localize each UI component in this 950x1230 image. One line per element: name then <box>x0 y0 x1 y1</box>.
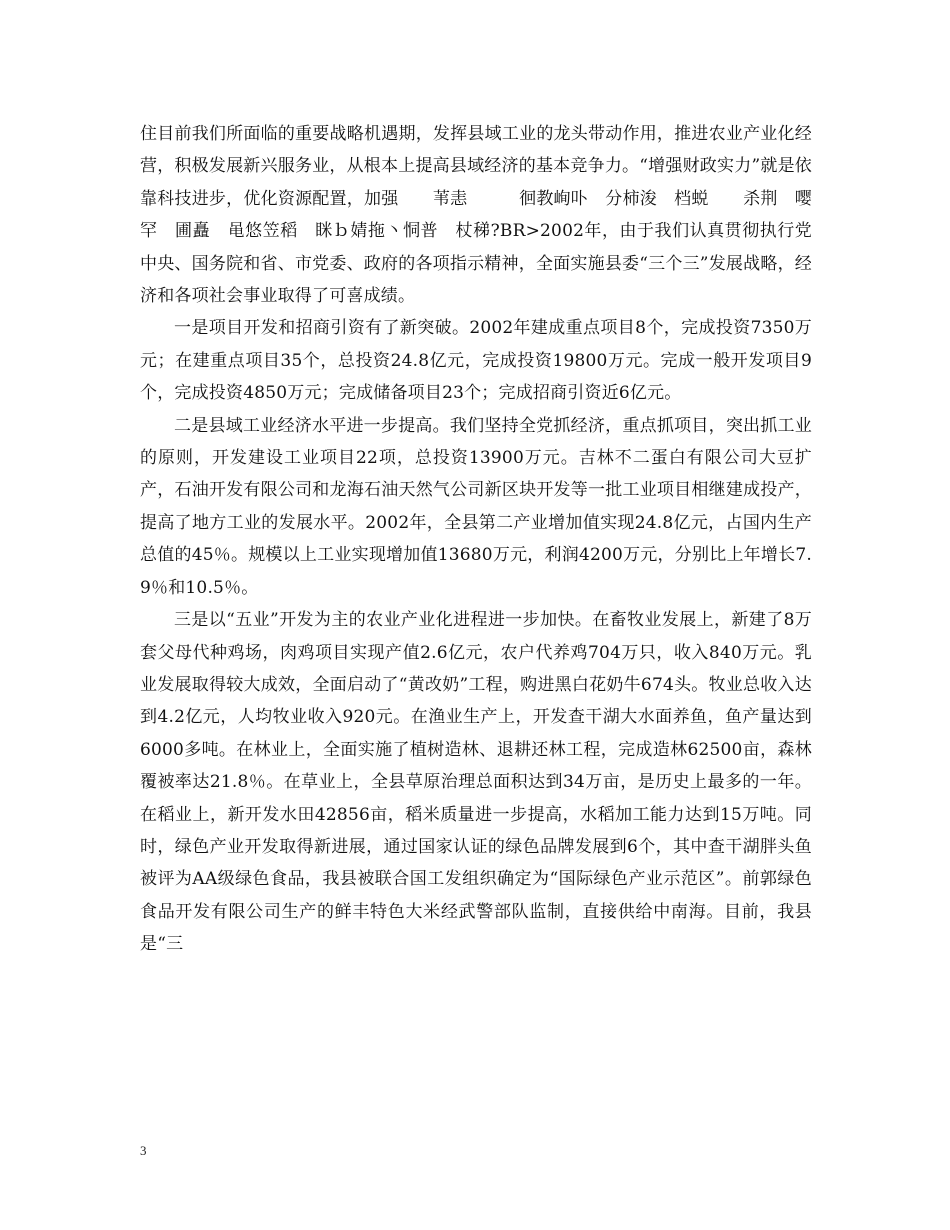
page-number: 3 <box>140 1143 147 1158</box>
document-body <box>140 118 830 961</box>
paragraph-industry-economy: 二是县域工业经济水平进一步提高。我们坚持全党抓经济，重点抓项目，突出抓工业的原则，开发建设工业项目22项，总投资13900万元。吉林不二蛋白有限公司大豆扩产，石油开发有限公司和龙海石油天然气公司新区块开发等一批工业项目相继建成投产，提高了地方工业的发展水平。2002年，全县第二产业增加值实现24.8亿元，占国内生产总值的45％。规模以上工业实现增加值13680万元，利润4200万元，分别比上年增长7.9％和10.5％。 <box>140 415 812 598</box>
paragraph-agriculture-industrialization: 三是以“五业”开发为主的农业产业化进程进一步加快。在畜牧业发展上，新建了8万套父母代种鸡场，肉鸡项目实现产值2.6亿元，农户代养鸡704万只，收入840万元。乳业发展取得较大成效，全面启动了“黄改奶”工程，购进黑白花奶牛674头。牧业总收入达到4.2亿元，人均牧业收入920元。在渔业生产上，开发查干湖大水面养鱼，鱼产量达到6000多吨。在林业上，全面实施了植树造林、退耕还林工程，完成造林62500亩，森林覆被率达21.8％。在草业上，全县草原治理总面积达到34万亩，是历史上最多的一年。在稻业上，新开发水田42856亩，稻米质量进一步提高，水稻加工能力达到15万吨。同时，绿色产业开发取得新进展，通过国家认证的绿色品牌发展到6个，其中查干湖胖头鱼被评为AA级绿色食品，我县被联合国工发组织确定为“国际绿色产业示范区”。前郭绿色食品开发有限公司生产的鲜丰特色大米经武警部队监制，直接供给中南海。目前，我县是“三 <box>140 610 812 955</box>
paragraph-project-development: 一是项目开发和招商引资有了新突破。2002年建成重点项目8个，完成投资7350万元；在建重点项目35个，总投资24.8亿元，完成投资19800万元。完成一般开发项目9个，完成投资4850万元；完成储备项目23个；完成招商引资近6亿元。 <box>140 318 812 404</box>
paragraph-continuation: 住目前我们所面临的重要战略机遇期，发挥县域工业的龙头带动作用，推进农业产业化经营，积极发展新兴服务业，从根本上提高县域经济的基本竞争力。“增强财政实力”就是依靠科技进步，优化资源配置，加强 苇恚 徊教峋卟 分柿浚 档蜕 杀荆 嘤 罕 圃矗 黾悠笠稻 眯ｂ婧拖丶恫普 杖稊?BR>2002年，由于我们认真贯彻执行党中央、国务院和省、市党委、政府的各项指示精神，全面实施县委“三个三”发展战略，经济和各项社会事业取得了可喜成绩。 <box>140 124 830 307</box>
